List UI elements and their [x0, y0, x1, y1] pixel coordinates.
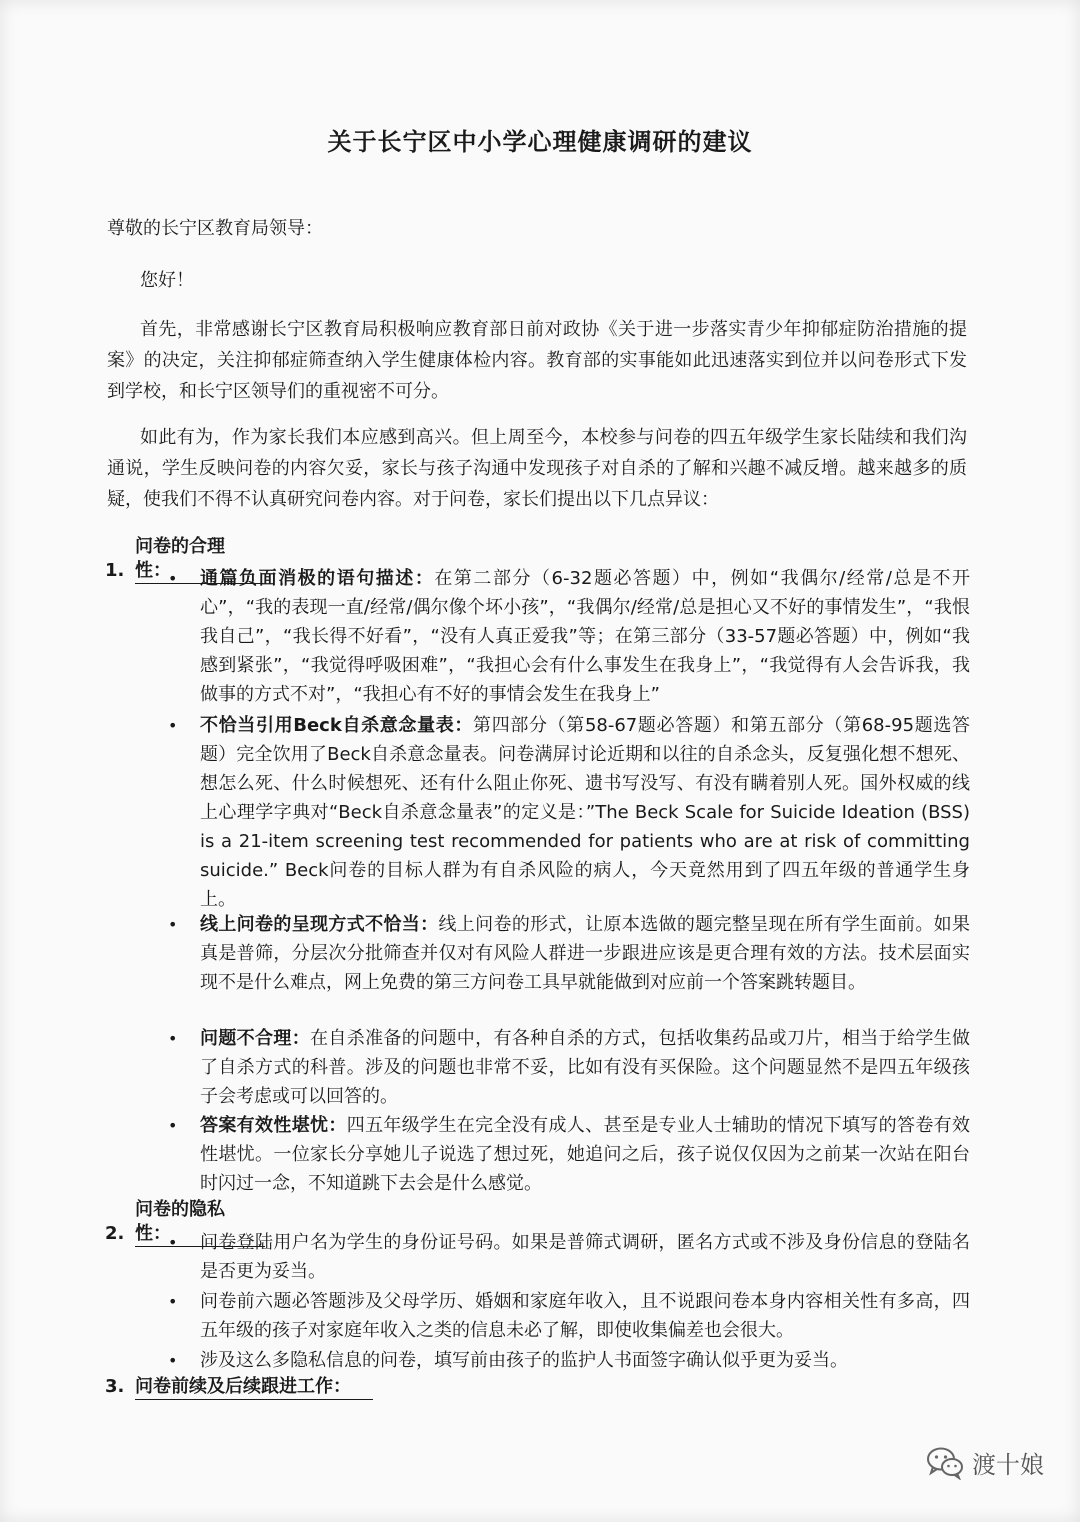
section-label: 问卷的隐私性： [135, 1198, 265, 1247]
list-item-heading: 通篇负面消极的语句描述： [200, 568, 435, 589]
list-item-text: 问卷登陆用户名为学生的身份证号码。如果是普筛式调研，匿名方式或不涉及身份信息的登陆名是否更为妥当。 [200, 1232, 970, 1282]
section-number: 2. [105, 1223, 125, 1244]
list-item-text: 线上问卷的形式，让原本选做的题完整呈现在所有学生面前。如果真是普筛，分层次分批筛查并仅对有风险人群进一步跟进应该是更合理有效的方法。技术层面实现不是什么难点，网上免费的第三方问卷工具早就能做到对应前一个答案跳转题目。 [200, 914, 971, 993]
list-item [168, 1024, 971, 1111]
section-number: 3. [105, 1376, 125, 1397]
list-item-heading: 答案有效性堪忧： [200, 1115, 347, 1136]
section-number: 1. [105, 560, 125, 581]
bullet-icon: • [168, 716, 178, 735]
list-item-text: 第四部分（第58-67题必答题）和第五部分（第68-95题选答题）完全饮用了Beck自杀意念量表。问卷满屏讨论近期和以往的自杀念头，反复强化想不想死、想怎么死、什么时候想死、还有什么阻止你死、遗书写没写、有没有瞒着别人死。国外权威的线上心理学字典对“Beck自杀意念量表”的定义是：”The Beck Scale for Suicide Ideation (BSS) is a 21-item screening test recommended for patients who are at risk of committing suicide.” Beck问卷的目标人群为有自杀风险的病人，今天竟然用到了四五年级的普通学生身上。 [200, 715, 970, 910]
bullet-icon: • [168, 1116, 178, 1135]
list-item [168, 1346, 970, 1375]
list-item-heading: 不恰当引用Beck自杀意念量表： [200, 715, 474, 736]
list-item-text: 四五年级学生在完全没有成人、甚至是专业人士辅助的情况下填写的答卷有效性堪忧。一位家长分享她儿子说选了想过死，她追问之后，孩子说仅仅因为之前某一次站在阳台时闪过一念，不知道跳下去会是什么感觉。 [200, 1115, 970, 1194]
section-label: 问卷的合理性： [135, 535, 263, 584]
page-title: 关于长宁区中小学心理健康调研的建议 [327, 128, 753, 156]
watermark-text: 渡十娘 [972, 1451, 1044, 1479]
list-item-heading: 问题不合理： [200, 1028, 311, 1049]
list-item-text: 涉及这么多隐私信息的问卷，填写前由孩子的监护人书面签字确认似乎更为妥当。 [200, 1350, 848, 1371]
bullet-icon: • [168, 1029, 178, 1048]
watermark [926, 1445, 1044, 1480]
list-item [168, 711, 970, 914]
list-item-text: 在自杀准备的问题中，有各种自杀的方式，包括收集药品或刀片，相当于给学生做了自杀方式的科普。涉及的问题也非常不妥，比如有没有买保险。这个问题显然不是四五年级孩子会考虑或可以回答的。 [200, 1028, 971, 1107]
list-item [168, 564, 971, 709]
bullet-icon: • [168, 1233, 178, 1252]
paragraph: 如此有为，作为家长我们本应感到高兴。但上周至今，本校参与问卷的四五年级学生家长陆续和我们沟通说，学生反映问卷的内容欠妥，家长与孩子沟通中发现孩子对自杀的了解和兴趣不减反增。越来越多的质疑，使我们不得不认真研究问卷内容。对于问卷，家长们提出以下几点异议： [107, 427, 967, 510]
list-item-text: 在第二部分（6-32题必答题）中，例如“我偶尔/经常/总是不开心”，“我的表现一直/经常/偶尔像个坏小孩”，“我偶尔/经常/总是担心又不好的事情发生”，“我恨我自己”，“我长得不好看”，“没有人真正爱我”等；在第三部分（33-57题必答题）中，例如“我感到紧张”，“我觉得呼吸困难”，“我担心会有什么事发生在我身上”，“我觉得有人会告诉我，我做事的方式不对”，“我担心有不好的事情会发生在我身上” [200, 568, 971, 705]
section-heading [105, 1374, 373, 1400]
list-item [168, 910, 971, 997]
greeting: 尊敬的长宁区教育局领导： [107, 218, 323, 239]
salutation: 您好！ [140, 270, 194, 291]
list-item [168, 1111, 970, 1198]
wechat-icon [926, 1446, 964, 1480]
list-item-text: 问卷前六题必答题涉及父母学历、婚姻和家庭年收入，且不说跟问卷本身内容相关性有多高，四五年级的孩子对家庭年收入之类的信息未必了解，即使收集偏差也会很大。 [200, 1291, 970, 1341]
list-item-heading: 线上问卷的呈现方式不恰当： [200, 914, 439, 935]
list-item [168, 1287, 970, 1345]
bullet-icon: • [168, 1292, 178, 1311]
bullet-icon: • [168, 569, 178, 588]
list-item [168, 1228, 970, 1286]
bullet-icon: • [168, 915, 178, 934]
paragraph: 首先，非常感谢长宁区教育局积极响应教育部日前对政协《关于进一步落实青少年抑郁症防治措施的提案》的决定，关注抑郁症筛查纳入学生健康体检内容。教育部的实事能如此迅速落实到位并以问卷形式下发到学校，和长宁区领导们的重视密不可分。 [107, 319, 967, 402]
section-label: 问卷前续及后续跟进工作： [135, 1375, 373, 1400]
bullet-icon: • [168, 1351, 178, 1370]
